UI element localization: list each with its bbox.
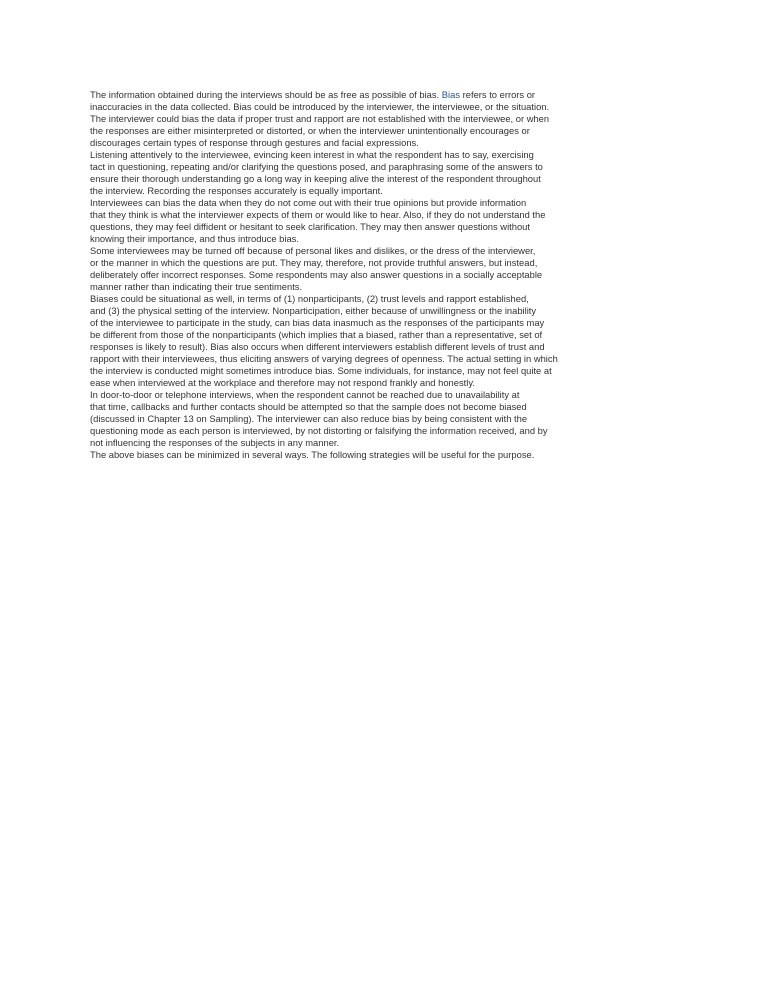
text-line: and (3) the physical setting of the interview. Nonparticipation, either because of unwillingness or the inability <box>90 305 537 316</box>
text-line: be different from those of the nonparticipants (which implies that a biased, rather than a representative, set of <box>90 329 543 340</box>
text-line: The interviewer could bias the data if proper trust and rapport are not established with the interviewee, or when <box>90 113 550 124</box>
text-line: discourages certain types of response through gestures and facial expressions. <box>90 137 419 148</box>
text-line: deliberately offer incorrect responses. Some respondents may also answer questions in a socially acceptable <box>90 269 543 280</box>
text-line: The above biases can be minimized in several ways. The following strategies will be useful for the purpose. <box>90 449 535 460</box>
text-line: questions, they may feel diffident or hesitant to seek clarification. They may then answer questions without <box>90 221 530 232</box>
text-line: Listening attentively to the interviewee, evincing keen interest in what the respondent has to say, exercising <box>90 149 534 160</box>
text-line: or the manner in which the questions are put. They may, therefore, not provide truthful answers, but instead, <box>90 257 538 268</box>
text-line: questioning mode as each person is interviewed, by not distorting or falsifying the information received, and by <box>90 425 548 436</box>
text-line: ensure their thorough understanding go a long way in keeping alive the interest of the respondent throughout <box>90 173 541 184</box>
document-body <box>90 89 560 461</box>
text-line: of the interviewee to participate in the study, can bias data inasmuch as the responses of the participants may <box>90 317 545 328</box>
text-line: that they think is what the interviewer expects of them or would like to hear. Also, if they do not understand the <box>90 209 546 220</box>
text-line: ease when interviewed at the workplace and therefore may not respond frankly and honestly. <box>90 377 475 388</box>
text-line: that time, callbacks and further contacts should be attempted so that the sample does not become biased <box>90 401 527 412</box>
text-line: Biases could be situational as well, in terms of (1) nonparticipants, (2) trust levels and rapport established, <box>90 293 529 304</box>
text-line: inaccuracies in the data collected. Bias could be introduced by the interviewer, the interviewee, or the situation. <box>90 101 550 112</box>
paragraph-door-to-door <box>90 389 560 449</box>
text-line: Some interviewees may be turned off because of personal likes and dislikes, or the dress of the interviewer, <box>90 245 536 256</box>
text-line: not influencing the responses of the subjects in any manner. <box>90 437 340 448</box>
paragraph-turned-off <box>90 245 560 293</box>
bias-link[interactable]: Bias <box>441 89 461 100</box>
text-line: In door-to-door or telephone interviews, when the respondent cannot be reached due to unavailability at <box>90 389 520 400</box>
text-line: the interview is conducted might sometimes introduce bias. Some individuals, for instance, may not feel quite at <box>90 365 552 376</box>
paragraph-listening <box>90 149 560 197</box>
paragraph-interviewees <box>90 197 560 245</box>
text-line: responses is likely to result). Bias also occurs when different interviewers establish different levels of trust and <box>90 341 545 352</box>
paragraph-minimize <box>90 449 560 461</box>
text-line: Interviewees can bias the data when they do not come out with their true opinions but provide information <box>90 197 527 208</box>
text-line: rapport with their interviewees, thus eliciting answers of varying degrees of openness. The actual setting in which <box>90 353 558 364</box>
paragraph-situational <box>90 293 560 389</box>
text-line: the responses are either misinterpreted or distorted, or when the interviewer unintentionally encourages or <box>90 125 530 136</box>
text-line: tact in questioning, repeating and/or clarifying the questions posed, and paraphrasing some of the answers to <box>90 161 543 172</box>
text-line: the interview. Recording the responses accurately is equally important. <box>90 185 383 196</box>
text-line: knowing their importance, and thus introduce bias. <box>90 233 299 244</box>
paragraph-bias-definition <box>90 89 560 149</box>
text-line: (discussed in Chapter 13 on Sampling). The interviewer can also reduce bias by being consistent with the <box>90 413 528 424</box>
text-line: The information obtained during the interviews should be as free as possible of bias. Bias refers to errors or <box>90 89 536 100</box>
text-line: manner rather than indicating their true sentiments. <box>90 281 303 292</box>
